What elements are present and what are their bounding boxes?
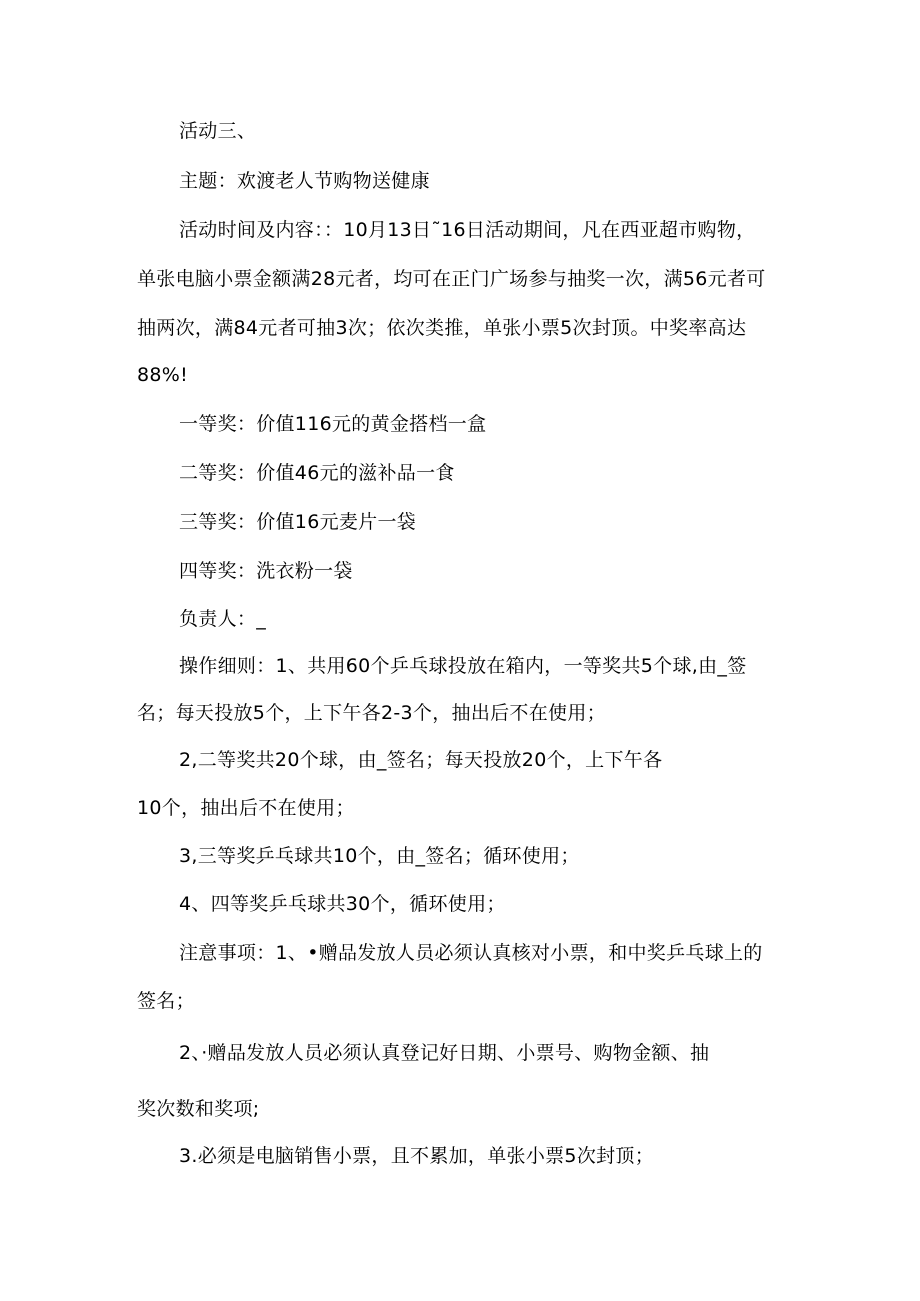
paragraph-line: 3,三等奖乒乓球共10个，由_签名；循环使用； [179,845,580,867]
paragraph-line: 2,二等奖共20个球，由_签名；每天投放20个，上下午各 [179,749,663,771]
paragraph-line: 88%! [137,364,189,386]
paragraph-line: 单张电脑小票金额满28元者，均可在正门广场参与抽奖一次，满56元者可 [137,268,766,290]
paragraph-line: 注意事项：1、•赠品发放人员必须认真核对小票，和中奖乒乓球上的 [179,942,763,964]
paragraph-line: 3.必须是电脑销售小票，且不累加，单张小票5次封顶； [179,1145,655,1167]
paragraph-line: 抽两次，满84元者可抽3次；依次类推，单张小票5次封顶。中奖率高达 [137,317,747,339]
theme-line: 主题：欢渡老人节购物送健康 [179,170,430,192]
paragraph-line: 奖次数和奖项; [137,1098,260,1120]
paragraph-line: 操作细则：1、共用60个乒乓球投放在箱内，一等奖共5个球,由_签 [179,655,747,677]
paragraph-line: 活动时间及内容：：10月13日˜16日活动期间，凡在西亚超市购物， [179,219,756,241]
paragraph-line: 签名； [137,990,195,1012]
prize-line: 四等奖：洗衣粉一袋 [179,560,353,582]
section-heading: 活动三、 [179,120,257,142]
paragraph-line: 2、·赠品发放人员必须认真登记好日期、小票号、购物金额、抽 [179,1042,710,1064]
paragraph-line: 名；每天投放5个，上下午各2-3个，抽出后不在使用； [137,702,606,724]
paragraph-line: 10个，抽出后不在使用； [137,797,355,819]
prize-line: 三等奖：价值16元麦片一袋 [179,511,417,533]
prize-line: 二等奖：价值46元的滋补品一食 [179,462,455,484]
paragraph-line: 4、四等奖乒乓球共30个，循环使用； [179,893,506,915]
prize-line: 一等奖：价值116元的黄金搭档一盒 [179,413,487,435]
person-in-charge-line: 负责人：_ [179,608,267,630]
